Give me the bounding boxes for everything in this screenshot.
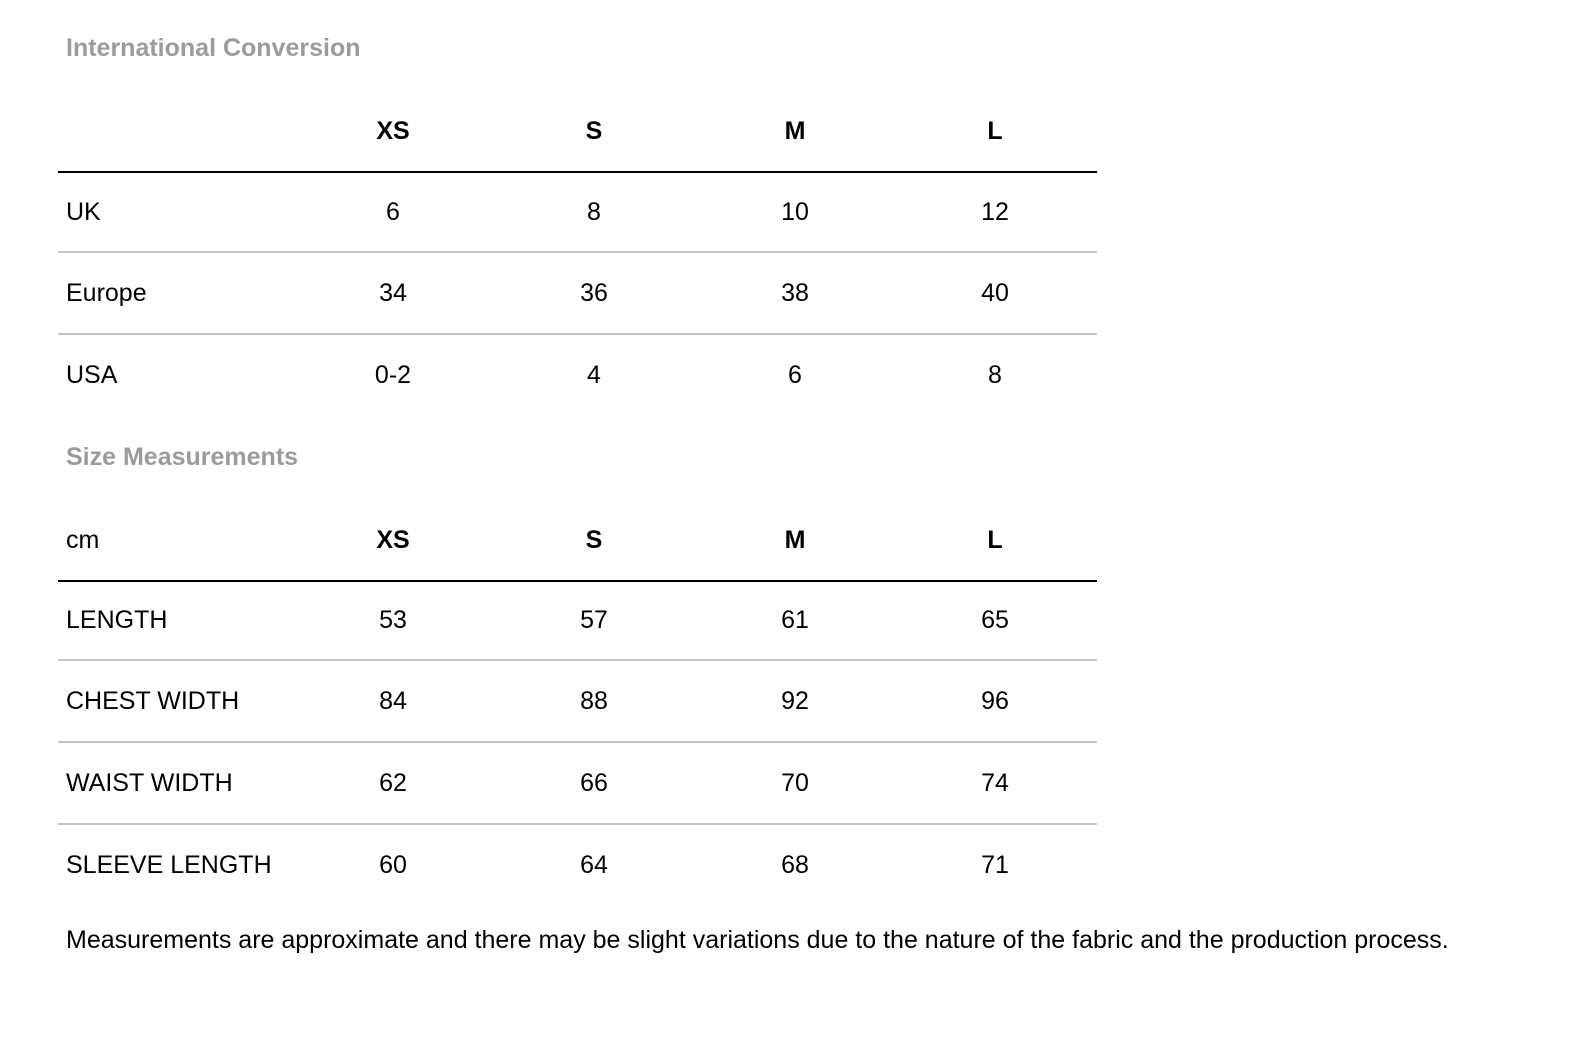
table-cell: 36	[580, 278, 608, 307]
table-cell: 0-2	[374, 360, 412, 389]
size-header-l: L	[987, 526, 1003, 554]
international-conversion-table	[58, 92, 1097, 415]
table-cell: 40	[981, 278, 1009, 307]
table-cell: 60	[379, 850, 407, 879]
size-header-s: S	[585, 117, 603, 145]
international-conversion-title: International Conversion	[66, 34, 361, 62]
size-header-l: L	[987, 117, 1003, 145]
table-cell: 68	[781, 850, 809, 879]
table-row	[58, 825, 1097, 905]
table-cell: 64	[580, 850, 608, 879]
table-cell: 70	[781, 768, 809, 797]
table-cell: 8	[988, 360, 1002, 389]
size-measurements-title: Size Measurements	[66, 443, 299, 471]
table-cell: 62	[379, 768, 407, 797]
table-cell: 8	[587, 197, 601, 226]
table-cell: 61	[781, 606, 809, 634]
table-cell: 84	[379, 686, 407, 715]
size-header-s: S	[585, 526, 603, 554]
size-header-m: M	[784, 526, 806, 554]
table-cell: 88	[580, 686, 608, 715]
table-cell: 96	[981, 686, 1009, 715]
unit-label: cm	[66, 526, 100, 554]
table-row	[58, 253, 1097, 335]
table-cell: 66	[580, 768, 608, 797]
table-cell: 74	[981, 768, 1009, 797]
table-cell: 53	[379, 606, 407, 634]
row-label: USA	[66, 360, 118, 389]
table-header-row	[58, 92, 1097, 173]
size-measurements-table	[58, 501, 1097, 905]
table-cell: 6	[788, 360, 802, 389]
row-label: WAIST WIDTH	[66, 768, 233, 797]
table-row	[58, 173, 1097, 253]
table-cell: 10	[781, 197, 809, 226]
table-row	[58, 743, 1097, 825]
table-cell: 4	[587, 360, 601, 389]
table-cell: 12	[981, 197, 1009, 226]
table-cell: 71	[981, 850, 1009, 879]
size-header-xs: XS	[376, 526, 410, 554]
row-label: CHEST WIDTH	[66, 686, 240, 715]
row-label: Europe	[66, 278, 147, 307]
table-cell: 57	[580, 606, 608, 634]
table-header-row	[58, 501, 1097, 582]
measurements-disclaimer: Measurements are approximate and there may be slight variations due to the nature of the fabric and the production process.	[66, 926, 1449, 954]
row-label: UK	[66, 197, 101, 226]
table-cell: 92	[781, 686, 809, 715]
row-label: SLEEVE LENGTH	[66, 850, 272, 879]
table-cell: 65	[981, 606, 1009, 634]
table-cell: 34	[379, 278, 407, 307]
row-label: LENGTH	[66, 606, 168, 634]
table-row	[58, 661, 1097, 743]
size-header-xs: XS	[376, 117, 410, 145]
table-cell: 38	[781, 278, 809, 307]
table-row	[58, 582, 1097, 661]
table-row	[58, 335, 1097, 415]
table-cell: 6	[386, 197, 400, 226]
size-header-m: M	[784, 117, 806, 145]
